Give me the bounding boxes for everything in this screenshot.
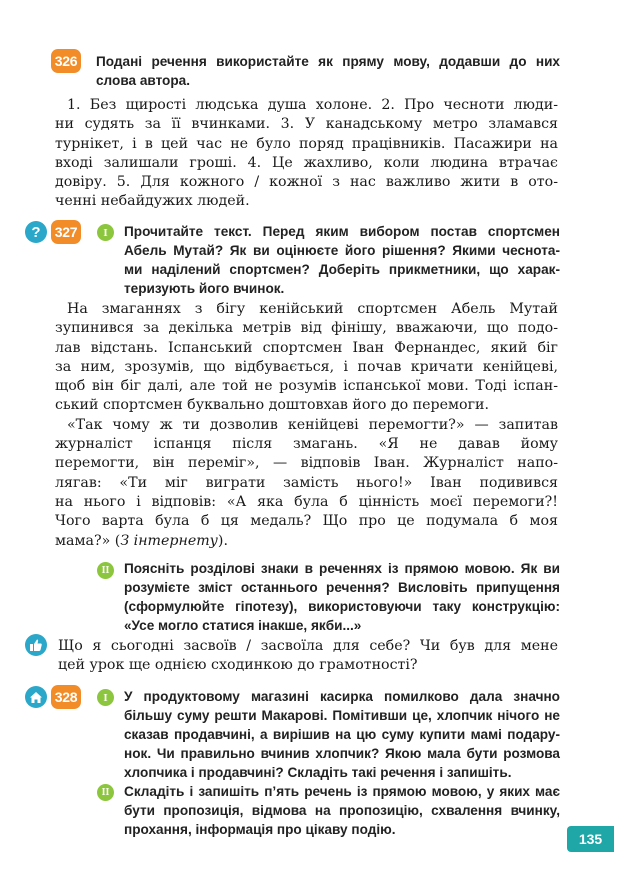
exercise-327-text (55, 300, 558, 551)
text-line: вході залишали гроші. 4. Це жахливо, коли людина втрачає (55, 154, 558, 171)
task-level-ii-badge: II (97, 784, 114, 801)
text-line: перемогти, він переміг», — відповів Іван. Журналіст напо- (55, 455, 558, 472)
page-number: 135 (567, 826, 614, 852)
exercise-326-text (55, 96, 558, 212)
question-mark-icon: ? (25, 221, 47, 243)
task-line: У продуктовому магазині касирка помилково дала значно (124, 689, 560, 704)
task-line: (сформулюйте гіпотезу), використовуючи таку конструкцію: (124, 599, 560, 614)
task-line: Подані речення використайте як пряму мову, додавши до них (96, 54, 560, 69)
text-line: лав відстань. Іспанський спортсмен Іван Фернандес, який біг (55, 339, 558, 356)
exercise-327-task-2 (124, 559, 560, 635)
task-line: бути пропозиція, відмова на пропозицію, схвалення вчинку, (124, 803, 560, 818)
task-line: слова автора. (96, 73, 190, 88)
text-line: Що я сьогодні засвоїв / засвоїла для себе? Чи був для мене (58, 638, 558, 654)
exercise-328-task-1 (124, 687, 560, 782)
text-line: турнікет, і в цей час не було поряд працівників. Пасажири на (55, 135, 558, 152)
exercise-326-task (96, 52, 560, 90)
task-line: Абель Мутай? Як ви оцінюєте його рішення? Якими чеснота- (124, 243, 560, 258)
task-line: Поясніть розділові знаки в реченнях із прямою мовою. Як ви (124, 561, 560, 576)
reflection-text (58, 637, 558, 676)
task-line: хлопчика і продавчині? Складіть такі речення і запишіть. (124, 765, 512, 780)
task-line: прохання, інформація про цікаву подію. (124, 822, 396, 837)
text-line: Чого варта була б ця медаль? Що про це подумала б моя (55, 513, 558, 530)
text-fragment: мама?» ( (55, 532, 121, 549)
source-citation: З інтернету (120, 532, 218, 549)
text-line: ни судять за її вчинками. 3. У канадському метро зламався (55, 116, 558, 133)
task-line: Прочитайте текст. Перед яким вибором постав спортсмен (124, 224, 560, 239)
text-line: довіру. 5. Для кожного / кожної з нас важливо жити в ото- (55, 174, 558, 191)
text-line: На змаганнях з бігу кенійський спортсмен Абель Мутай (67, 301, 558, 317)
home-icon (25, 686, 47, 708)
task-line: розумієте зміст останнього речення? Висловіть припущення (124, 580, 560, 595)
exercise-327-task-1 (124, 222, 560, 298)
task-line: ми наділений спортсмен? Доберіть прикметники, що харак- (124, 262, 560, 277)
task-line: Складіть і запишіть п’ять речень із прямою мовою, у яких має (124, 784, 560, 799)
thumbs-up-icon (25, 634, 47, 656)
task-line: нок. Чи правильно вчинив хлопчик? Якою мала бути розмова (124, 746, 560, 761)
text-line: зупинився за декілька метрів від фінішу, вважаючи, що подо- (55, 320, 558, 337)
task-line: теризують його вчинок. (124, 281, 285, 296)
text-line: на нього і відповів: «А яка була б цінність моєї перемоги?! (55, 493, 558, 510)
text-line: журналіст іспанця після змагань. «Я не давав йому (55, 436, 558, 453)
text-line: «Так чому ж ти дозволив кенійцеві перемогти?» — запитав (67, 416, 558, 433)
text-fragment: ). (217, 532, 228, 549)
task-level-ii-badge: II (97, 562, 114, 579)
text-line: цей урок ще однією сходинкою до грамотності? (58, 657, 418, 674)
task-level-i-badge: I (97, 224, 114, 241)
exercise-number-328: 328 (51, 685, 81, 709)
text-line: ченні небайдужих людей. (55, 193, 250, 210)
text-line: лягав: «Ти міг виграти замість нього!» Іван подивився (55, 474, 558, 491)
text-line: ський спортсмен буквально доштовхав його до перемоги. (55, 397, 490, 414)
text-line: 1. Без щирості людська душа холоне. 2. Про чесноти люди- (67, 97, 558, 113)
exercise-328-task-2 (124, 782, 560, 839)
task-line: сказав продавчині, а вирішив на цю суму купити мамі подару- (124, 727, 560, 742)
exercise-number-326: 326 (51, 49, 81, 73)
text-line: за ним, зрозумів, що відбувається, і почав кричати кенійцеві, (55, 358, 558, 375)
exercise-number-327: 327 (51, 220, 81, 244)
task-line: «Усе могло статися інакше, якби...» (124, 618, 362, 633)
text-line-last (55, 532, 558, 551)
task-line: більшу суму решти Макарові. Помітивши це, хлопчик нічого не (124, 708, 560, 723)
task-level-i-badge: I (97, 689, 114, 706)
text-line: щоб він біг далі, але той не розумів іспанської мови. Тоді іспан- (55, 378, 558, 395)
